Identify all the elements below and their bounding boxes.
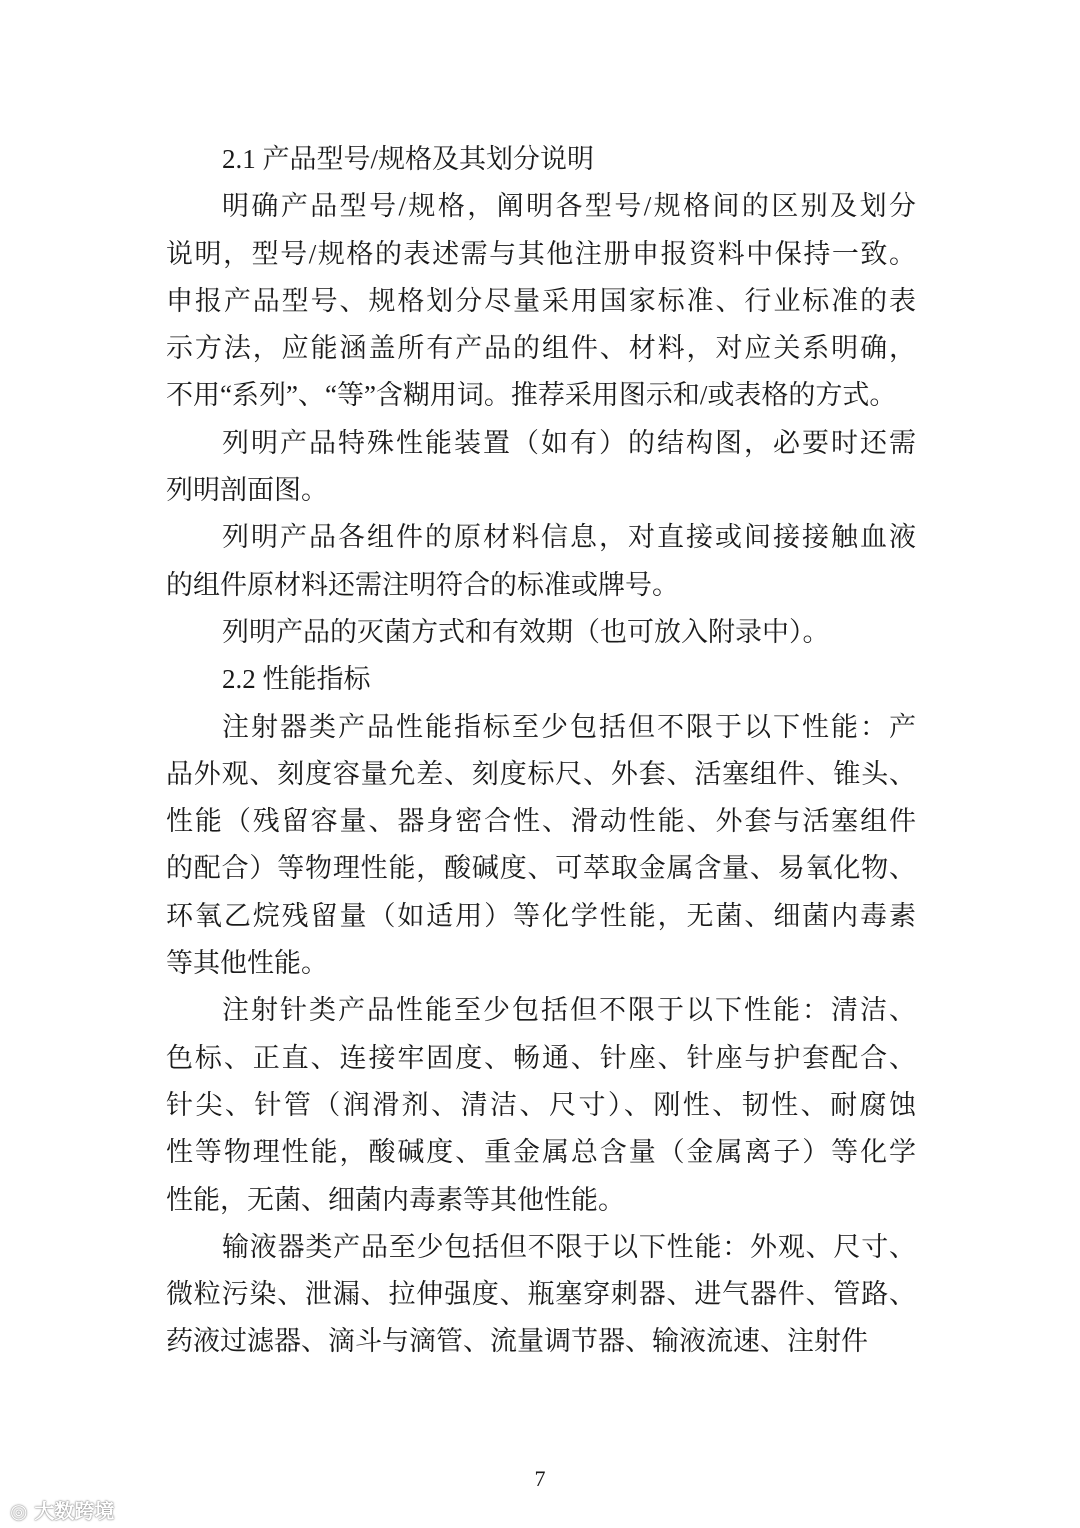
paragraph-line: 环氧乙烷残留量（如适用）等化学性能，无菌、细菌内毒素 [166,900,916,931]
section-heading: 2.2 性能指标 [222,664,371,695]
paragraph-line: 列明产品的灭菌方式和有效期（也可放入附录中）。 [222,616,830,647]
paragraph-line: 的组件原材料还需注明符合的标准或牌号。 [166,569,679,600]
document-body [166,136,916,1366]
section-heading: 2.1 产品型号/规格及其划分说明 [222,144,595,174]
paragraph-line: 性能（残留容量、器身密合性、滑动性能、外套与活塞组件 [166,806,916,837]
paragraph-line: 不用“系列”、“等”含糊用词。推荐采用图示和/或表格的方式。 [166,380,897,411]
paragraph-line: 列明产品特殊性能装置（如有）的结构图，必要时还需 [222,427,916,458]
paragraph-line: 色标、正直、连接牢固度、畅通、针座、针座与护套配合、 [166,1042,916,1073]
paragraph-line: 明确产品型号/规格，阐明各型号/规格间的区别及划分 [222,191,916,222]
watermark-logo: ◎ 大数跨境 [10,1499,115,1523]
paragraph-line: 微粒污染、泄漏、拉伸强度、瓶塞穿刺器、进气器件、管路、 [166,1279,916,1310]
paragraph-line: 药液过滤器、滴斗与滴管、流量调节器、输液流速、注射件 [166,1326,868,1357]
paragraph-line: 品外观、刻度容量允差、刻度标尺、外套、活塞组件、锥头、 [166,758,916,789]
paragraph-line: 注射针类产品性能至少包括但不限于以下性能：清洁、 [222,995,916,1026]
paragraph-line: 输液器类产品至少包括但不限于以下性能：外观、尺寸、 [222,1231,916,1262]
page-number: 7 [534,1466,546,1491]
paragraph-line: 列明产品各组件的原材料信息，对直接或间接接触血液 [222,522,916,553]
paragraph-line: 的配合）等物理性能，酸碱度、可萃取金属含量、易氧化物、 [166,853,916,884]
paragraph-line: 列明剖面图。 [166,475,328,506]
paragraph-line: 说明，型号/规格的表述需与其他注册申报资料中保持一致。 [166,238,916,269]
paragraph-line: 等其他性能。 [166,948,328,979]
paragraph-line: 性能，无菌、细菌内毒素等其他性能。 [166,1184,625,1215]
paragraph-line: 注射器类产品性能指标至少包括但不限于以下性能：产 [222,711,916,742]
paragraph-line: 针尖、针管（润滑剂、清洁、尺寸）、刚性、韧性、耐腐蚀 [166,1089,916,1120]
paragraph-line: 申报产品型号、规格划分尽量采用国家标准、行业标准的表 [166,285,916,316]
paragraph-line: 性等物理性能，酸碱度、重金属总含量（金属离子）等化学 [166,1137,916,1168]
paragraph-line: 示方法，应能涵盖所有产品的组件、材料，对应关系明确， [166,333,916,364]
